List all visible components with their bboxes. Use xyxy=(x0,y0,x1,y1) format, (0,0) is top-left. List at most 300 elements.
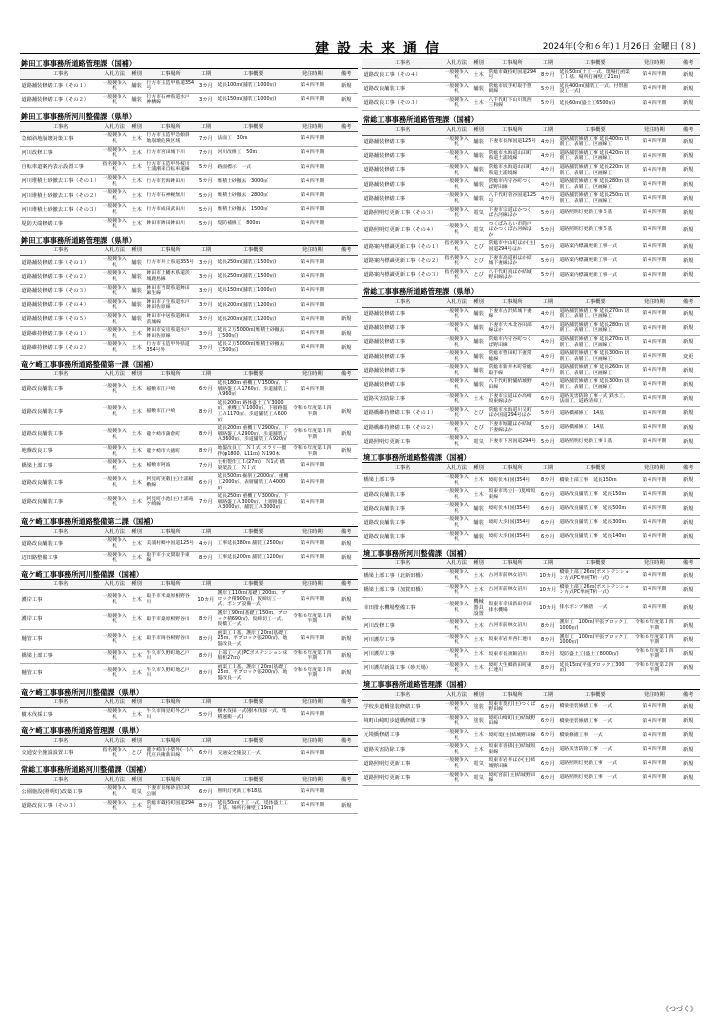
cell-order-timing: 令和６年度第１四半期 xyxy=(290,649,334,663)
column-header-bid-method: 入札方法 xyxy=(101,246,128,256)
table-row xyxy=(20,284,358,298)
cell-bid-method: 一般競争入札 xyxy=(443,771,470,785)
cell-order-timing: 第４四半期 xyxy=(632,473,676,487)
cell-category: 土木 xyxy=(470,488,487,502)
cell-period: 10カ月 xyxy=(538,569,558,583)
cell-bid-method: 一般競争入札 xyxy=(101,493,128,513)
project-table xyxy=(20,736,358,761)
cell-location: 取手市小文間取手東線 xyxy=(145,551,196,565)
table-row xyxy=(20,425,358,445)
cell-project-name: 道路橋維持修繕工事（その２） xyxy=(362,421,443,435)
cell-project-name: 地盤改良工事 xyxy=(20,444,101,458)
cell-project-name: 道路改良舗装工事 xyxy=(362,82,443,96)
column-header-bid-method: 入札方法 xyxy=(101,775,128,785)
cell-project-name: 道路改良工事（その３） xyxy=(20,799,101,813)
cell-bid-method: 指名競争入札 xyxy=(443,240,470,254)
cell-period: 8カ月 xyxy=(196,799,216,813)
cell-summary: 堆積土砂撤去 2800㎥ xyxy=(216,189,290,203)
cell-remarks: 新規 xyxy=(334,590,358,610)
table-header-row xyxy=(362,690,700,700)
cell-remarks: 新規 xyxy=(676,597,700,619)
cell-remarks: 新規 xyxy=(334,629,358,649)
cell-order-timing: 第４四半期 xyxy=(632,502,676,516)
cell-summary: 法面工 30ｍ xyxy=(216,132,290,146)
cell-project-name: 道路舗装修繕工事 xyxy=(362,178,443,192)
cell-category: 土木 xyxy=(470,68,487,82)
cell-category: 土木 xyxy=(128,459,145,473)
cell-summary: 道路舗装修繕工事 延長400ｍ 切削工、表層工、区画線工 xyxy=(558,135,632,149)
cell-project-name: 河川護岸工事 xyxy=(362,647,443,661)
cell-project-name: 道路案内標識更新工事（その１） xyxy=(362,240,443,254)
table-header-row xyxy=(362,463,700,473)
cell-period: 6カ月 xyxy=(196,785,216,799)
cell-remarks: 新規 xyxy=(676,647,700,661)
cell-summary: 延長60ｍ(盛土工6500㎥) xyxy=(558,96,632,110)
cell-bid-method: 一般競争入札 xyxy=(101,444,128,458)
table-row xyxy=(20,298,358,312)
cell-location: 行方市玉造甲外桜川土浦潮来自転車道線 xyxy=(145,160,196,174)
cell-period: 10カ月 xyxy=(538,583,558,597)
column-header-period: 工期 xyxy=(196,246,216,256)
cell-period: 4カ月 xyxy=(538,321,558,335)
cell-remarks: 新規 xyxy=(334,425,358,445)
cell-category: 土木 xyxy=(128,708,145,722)
cell-category: 舗装 xyxy=(128,256,145,270)
cell-project-name: 元境橋修繕工事 xyxy=(362,728,443,742)
table-row xyxy=(362,728,700,742)
cell-order-timing: 第４四半期 xyxy=(290,785,334,799)
cell-summary: 延長２万5000ｍ(堆積土砂撤去工500㎥) xyxy=(216,341,290,355)
table-row xyxy=(20,590,358,610)
office-section xyxy=(20,725,358,761)
cell-order-timing: 第４四半期 xyxy=(290,629,334,649)
cell-location: 坂東市沓掛(主)結城坂東線 xyxy=(487,743,538,757)
cell-remarks xyxy=(334,132,358,146)
cell-project-name: 道路舗装修繕工事 xyxy=(362,321,443,335)
column-header-remarks: 備考 xyxy=(676,125,700,135)
cell-project-name: 道路案内標識更新工事（その３） xyxy=(362,268,443,282)
cell-remarks: 新規 xyxy=(676,421,700,435)
table-row xyxy=(362,530,700,544)
cell-category: 土木 xyxy=(470,743,487,757)
column-header-category: 種別 xyxy=(128,69,145,79)
cell-location: 龍ケ崎市小柴外(一)八代庄兵衛新田線 xyxy=(145,746,196,760)
column-header-location: 工事場所 xyxy=(487,58,538,68)
column-header-location: 工事場所 xyxy=(487,690,538,700)
cell-location: 鉾田市中居県道鉾田茨城線 xyxy=(145,312,196,326)
cell-project-name: 橋梁上部工事 xyxy=(20,649,101,663)
cell-project-name: 道路舗装修繕工事（その３） xyxy=(20,284,101,298)
table-row xyxy=(362,700,700,714)
cell-bid-method: 一般競争入札 xyxy=(101,799,128,813)
table-header-row xyxy=(362,297,700,307)
table-row xyxy=(362,421,700,435)
cell-order-timing: 第４四半期 xyxy=(290,551,334,565)
cell-order-timing: 第４四半期 xyxy=(290,708,334,722)
column-header-summary: 工事概要 xyxy=(216,370,290,380)
cell-location: 行方市石神梶無川 xyxy=(145,189,196,203)
cell-bid-method: 一般競争入札 xyxy=(443,220,470,240)
cell-period: 8カ月 xyxy=(538,633,558,647)
cell-location: 八千代町下山川筑西三和線 xyxy=(487,96,538,110)
cell-category: 土木 xyxy=(470,583,487,597)
table-row xyxy=(362,240,700,254)
column-header-summary: 工事概要 xyxy=(216,122,290,132)
table-row xyxy=(362,757,700,771)
cell-category: 土木 xyxy=(128,160,145,174)
cell-summary: 護岸工90ｍ(基礎工150ｍ、ブロック積690㎡)、仮締切工一式、仮橋工一式 xyxy=(216,610,290,630)
column-header-bid-method: 入札方法 xyxy=(443,125,470,135)
column-header-category: 種別 xyxy=(470,559,487,569)
cell-summary: 道路改良舗装工事 延長140ｍ xyxy=(558,530,632,544)
cell-location: 下妻市宗道ほかつくば古河線ほか xyxy=(487,206,538,220)
cell-bid-method: 一般競争入札 xyxy=(443,728,470,742)
cell-summary: 延長250ｍ 重機工Ｖ3000㎥、下層路盤工Ａ3000㎡、上層路盤工Ａ3000㎡、舗装工Ａ3000㎡ xyxy=(216,493,290,513)
cell-project-name: 樹木伐採工事 xyxy=(20,708,101,722)
cell-remarks xyxy=(334,746,358,760)
column-header-summary: 工事概要 xyxy=(558,58,632,68)
cell-project-name: 道路照明灯更新工事 xyxy=(362,435,443,449)
cell-order-timing: 第４四半期 xyxy=(632,488,676,502)
cell-project-name: 道路照明灯更新工事（その３） xyxy=(362,206,443,220)
cell-order-timing: 第４四半期 xyxy=(632,307,676,321)
cell-project-name: 河川改修工事 xyxy=(20,146,101,160)
column-header-category: 種別 xyxy=(128,736,145,746)
cell-project-name: 樋管工事 xyxy=(20,629,101,649)
cell-category: 土木 xyxy=(128,132,145,146)
column-header-project-name: 工事名 xyxy=(20,580,101,590)
cell-project-name: 河川護岸新設工事（砂天場） xyxy=(362,661,443,675)
cell-category: 土木 xyxy=(128,610,145,630)
column-header-period: 工期 xyxy=(196,69,216,79)
cell-category: 土木 xyxy=(128,174,145,188)
cell-project-name: 道路舗装修繕工事（その４） xyxy=(20,298,101,312)
cell-bid-method: 一般競争入札 xyxy=(443,149,470,163)
cell-period: 6カ月 xyxy=(538,516,558,530)
column-header-remarks: 備考 xyxy=(676,559,700,569)
cell-order-timing: 第４四半期 xyxy=(632,714,676,728)
cell-order-timing: 第４四半期 xyxy=(290,146,334,160)
cell-order-timing: 第４四半期 xyxy=(290,217,334,231)
cell-period: 6カ月 xyxy=(196,380,216,400)
table-row xyxy=(20,341,358,355)
cell-order-timing: 第４四半期 xyxy=(632,220,676,240)
cell-bid-method: 一般競争入札 xyxy=(443,633,470,647)
cell-location: 下妻市高道祖ほか結城下妻線ほか xyxy=(487,254,538,268)
cell-summary: 延長250ｍ(舗装工1500㎡) xyxy=(216,270,290,284)
cell-project-name: 河川堆積土砂撤去工事（その２） xyxy=(20,189,101,203)
cell-summary: 橋梁塗装修繕工事 一式 xyxy=(558,714,632,728)
column-header-order-timing: 発注時期 xyxy=(290,527,334,537)
cell-summary: 道路舗装修繕工事 延長420ｍ 切削工、表層工、区画線工 xyxy=(558,149,632,163)
cell-location: 行方市井上県道355号 xyxy=(145,256,196,270)
cell-period: 4カ月 xyxy=(538,178,558,192)
column-header-location: 工事場所 xyxy=(487,125,538,135)
cell-category: とび xyxy=(470,406,487,420)
cell-order-timing: 第４四半期 xyxy=(632,206,676,220)
cell-category: 土木 xyxy=(128,537,145,551)
cell-order-timing: 第４四半期 xyxy=(632,350,676,364)
table-row xyxy=(20,217,358,231)
cell-project-name: 辺田路整備工事 xyxy=(20,551,101,565)
cell-summary: 道路照明灯更新工事１基 xyxy=(558,435,632,449)
column-header-bid-method: 入札方法 xyxy=(443,297,470,307)
table-row xyxy=(362,82,700,96)
column-header-project-name: 工事名 xyxy=(20,122,101,132)
column-header-summary: 工事概要 xyxy=(558,297,632,307)
cell-summary: 道路災害防除工事一式 鉄水工、法面工、道路清掃工 xyxy=(558,392,632,406)
cell-remarks xyxy=(334,473,358,493)
cell-bid-method: 一般競争入札 xyxy=(101,459,128,473)
cell-category: 電気 xyxy=(470,220,487,240)
cell-project-name: 道路改良工事（その３） xyxy=(362,96,443,110)
column-header-location: 工事場所 xyxy=(145,370,196,380)
cell-project-name: 河川堆積土砂撤去工事（その３） xyxy=(20,203,101,217)
cell-project-name: 河川改修工事 xyxy=(362,619,443,633)
cell-bid-method: 指名競争入札 xyxy=(443,254,470,268)
cell-period: 5カ月 xyxy=(538,240,558,254)
cell-summary: 道路照明灯更新工事５基 xyxy=(558,206,632,220)
column-header-location: 工事場所 xyxy=(487,463,538,473)
column-header-location: 工事場所 xyxy=(145,246,196,256)
cell-order-timing: 第４四半期 xyxy=(632,771,676,785)
cell-bid-method: 一般競争入札 xyxy=(443,321,470,335)
cell-remarks: 新規 xyxy=(676,240,700,254)
table-row xyxy=(362,473,700,487)
cell-category: 土木 xyxy=(470,661,487,675)
cell-category: 土木 xyxy=(128,203,145,217)
table-row xyxy=(20,649,358,663)
cell-location: 牛久市久野町地乙戸川 xyxy=(145,649,196,663)
cell-period: 5カ月 xyxy=(538,435,558,449)
column-header-category: 種別 xyxy=(128,122,145,132)
cell-remarks: 新規 xyxy=(334,610,358,630)
cell-category: 舗装 xyxy=(128,93,145,107)
cell-period: 5カ月 xyxy=(538,206,558,220)
column-header-period: 工期 xyxy=(538,58,558,68)
table-row xyxy=(20,380,358,400)
cell-period: 6カ月 xyxy=(538,488,558,502)
cell-bid-method: 一般競争入札 xyxy=(443,569,470,583)
cell-summary: 道路舗装修繕工事 延長300ｍ 切削工、表層工、区画線工 xyxy=(558,378,632,392)
table-row xyxy=(362,178,700,192)
cell-bid-method: 一般競争入札 xyxy=(443,583,470,597)
cell-period: 8カ月 xyxy=(196,551,216,565)
cell-bid-method: 一般競争入札 xyxy=(101,341,128,355)
cell-remarks: 新規 xyxy=(676,192,700,206)
cell-project-name: 道路改良舗装工事 xyxy=(20,425,101,445)
column-header-summary: 工事概要 xyxy=(558,463,632,473)
cell-order-timing: 第４四半期 xyxy=(290,298,334,312)
cell-remarks xyxy=(334,298,358,312)
cell-location: 下妻市宗道ほか高崎坂東線ほか xyxy=(487,392,538,406)
cell-category: 塗装 xyxy=(470,700,487,714)
table-row xyxy=(20,146,358,160)
cell-category: とび xyxy=(470,268,487,282)
cell-category: 土木 xyxy=(128,663,145,683)
cell-category: とび xyxy=(470,240,487,254)
table-row xyxy=(362,502,700,516)
column-header-project-name: 工事名 xyxy=(20,527,101,537)
cell-category: 舗装 xyxy=(470,163,487,177)
cell-location: 鉾田市鉾田鉾田川 xyxy=(145,217,196,231)
cell-project-name: 道路舗装修繕工事 xyxy=(362,307,443,321)
cell-project-name: 橋梁上部工事（北新田橋） xyxy=(362,569,443,583)
cell-project-name: 橋梁上部工事 xyxy=(20,459,101,473)
cell-location: つくばみらい市筒戸ほかつくば古河線ほか xyxy=(487,220,538,240)
cell-location: 取手市桑原相野谷川 xyxy=(145,610,196,630)
cell-remarks: 新規 xyxy=(676,757,700,771)
table-row xyxy=(362,583,700,597)
cell-remarks xyxy=(334,493,358,513)
column-header-summary: 工事概要 xyxy=(216,69,290,79)
cell-period: 5カ月 xyxy=(538,268,558,282)
cell-period: 4カ月 xyxy=(538,364,558,378)
office-section xyxy=(362,286,700,449)
cell-remarks: 新規 xyxy=(676,583,700,597)
office-section xyxy=(20,359,358,513)
cell-project-name: 道路舗装修繕工事 xyxy=(362,364,443,378)
column-header-project-name: 工事名 xyxy=(20,736,101,746)
table-row xyxy=(362,321,700,335)
cell-order-timing: 第４四半期 xyxy=(290,174,334,188)
cell-remarks: 新規 xyxy=(676,488,700,502)
cell-category: 土木 xyxy=(470,569,487,583)
cell-period: 5カ月 xyxy=(538,421,558,435)
column-header-remarks: 備考 xyxy=(334,246,358,256)
cell-order-timing: 第４四半期 xyxy=(290,537,334,551)
cell-category: 土木 xyxy=(128,217,145,231)
cell-location: 取手市岡谷相野谷川 xyxy=(145,629,196,649)
cell-order-timing: 第４四半期 xyxy=(632,597,676,619)
cell-order-timing: 第４四半期 xyxy=(632,254,676,268)
cell-project-name: 道路改良舗装工事 xyxy=(362,488,443,502)
cell-order-timing: 令和６年度第２四半期 xyxy=(632,661,676,675)
cell-location: 行方市成田武田川 xyxy=(145,203,196,217)
cell-bid-method: 一般競争入札 xyxy=(443,700,470,714)
table-row xyxy=(362,714,700,728)
column-header-remarks: 備考 xyxy=(334,527,358,537)
cell-bid-method: 一般競争入札 xyxy=(101,298,128,312)
column-header-remarks: 備考 xyxy=(334,370,358,380)
cell-order-timing: 第４四半期 xyxy=(290,132,334,146)
cell-order-timing: 第４四半期 xyxy=(632,700,676,714)
table-header-row xyxy=(362,559,700,569)
cell-period: 8カ月 xyxy=(538,647,558,661)
cell-bid-method: 一般競争入札 xyxy=(443,516,470,530)
cell-bid-method: 一般競争入札 xyxy=(101,785,128,799)
cell-period: 3カ月 xyxy=(196,284,216,298)
cell-remarks: 変更 xyxy=(676,350,700,364)
project-table xyxy=(20,580,358,684)
cell-summary: 道路照明灯更新工事 一式 xyxy=(558,757,632,771)
cell-remarks xyxy=(334,284,358,298)
table-row xyxy=(20,493,358,513)
table-row xyxy=(362,392,700,406)
table-row xyxy=(362,619,700,633)
cell-location: 阿見町実穀(主)土浦稲敷線 xyxy=(145,473,196,493)
cell-bid-method: 一般競争入札 xyxy=(101,189,128,203)
cell-project-name: 道路舗装修繕工事（その１） xyxy=(20,256,101,270)
cell-period: 3カ月 xyxy=(196,93,216,107)
table-row xyxy=(20,203,358,217)
column-header-bid-method: 入札方法 xyxy=(443,463,470,473)
column-header-remarks: 備考 xyxy=(334,698,358,708)
cell-bid-method: 一般競争入札 xyxy=(101,663,128,683)
cell-summary: 道路案内標識更新工事一式 xyxy=(558,254,632,268)
cell-location: 常総市蔵持町国道294号 xyxy=(145,799,196,813)
table-row xyxy=(362,569,700,583)
cell-category: 土木 xyxy=(128,629,145,649)
column-header-category: 種別 xyxy=(470,690,487,700)
cell-project-name: 道路改良舗装工事 xyxy=(362,502,443,516)
cell-category: 舗装 xyxy=(128,270,145,284)
cell-period: 3カ月 xyxy=(196,312,216,326)
table-header-row xyxy=(362,58,700,68)
cell-category: 電気 xyxy=(470,206,487,220)
column-header-bid-method: 入札方法 xyxy=(443,58,470,68)
cell-summary: 道路改良舗装工事 延長300ｍ xyxy=(558,516,632,530)
cell-bid-method: 一般競争入札 xyxy=(101,132,128,146)
table-row xyxy=(362,364,700,378)
cell-project-name: 公園施設(照明灯)改築工事 xyxy=(20,785,101,799)
cell-remarks xyxy=(334,203,358,217)
cell-category: 舗装 xyxy=(470,335,487,349)
cell-remarks: 新規 xyxy=(676,96,700,110)
table-row xyxy=(362,743,700,757)
cell-order-timing: 第４四半期 xyxy=(632,728,676,742)
cell-bid-method: 一般競争入札 xyxy=(101,79,128,93)
table-header-row xyxy=(20,246,358,256)
cell-remarks: 新規 xyxy=(676,619,700,633)
cell-location: 境町伏木(国)354号 xyxy=(487,473,538,487)
cell-remarks: 新規 xyxy=(676,68,700,82)
cell-location: 境町大歩(国)354号 xyxy=(487,516,538,530)
cell-category: 土木 xyxy=(128,425,145,445)
cell-location: 下妻市下宮国道294号 xyxy=(487,435,538,449)
column-header-bid-method: 入札方法 xyxy=(101,698,128,708)
cell-project-name: 道路案内標識更新工事（その２） xyxy=(362,254,443,268)
cell-period: 6カ月 xyxy=(538,757,558,771)
cell-remarks: 新規 xyxy=(334,327,358,341)
table-row xyxy=(20,551,358,565)
cell-bid-method: 一般競争入札 xyxy=(443,502,470,516)
cell-remarks: 新規 xyxy=(334,649,358,663)
column-header-project-name: 工事名 xyxy=(362,297,443,307)
project-table xyxy=(20,122,358,232)
table-row xyxy=(362,350,700,364)
cell-location: 八千代町附舗結城野田線 xyxy=(487,378,538,392)
column-header-order-timing: 発注時期 xyxy=(632,690,676,700)
column-header-period: 工期 xyxy=(538,690,558,700)
cell-location: 境町宮前(主)結城野田線 xyxy=(487,771,538,785)
cell-bid-method: 一般競争入札 xyxy=(443,335,470,349)
cell-bid-method: 一般競争入札 xyxy=(443,530,470,544)
cell-project-name: 境町山崎町歩道橋修繕工事 xyxy=(362,714,443,728)
cell-category: 舗装 xyxy=(470,135,487,149)
office-section xyxy=(362,114,700,283)
cell-order-timing: 第４四半期 xyxy=(290,327,334,341)
cell-remarks: 新規 xyxy=(676,406,700,420)
cell-project-name: 道路改良舗装工事 xyxy=(20,473,101,493)
column-header-remarks: 備考 xyxy=(676,463,700,473)
cell-remarks: 新規 xyxy=(676,268,700,282)
column-header-remarks: 備考 xyxy=(676,58,700,68)
table-row xyxy=(362,597,700,619)
office-section xyxy=(362,58,700,111)
cell-period: 8カ月 xyxy=(538,68,558,82)
cell-bid-method: 一般競争入札 xyxy=(101,537,128,551)
